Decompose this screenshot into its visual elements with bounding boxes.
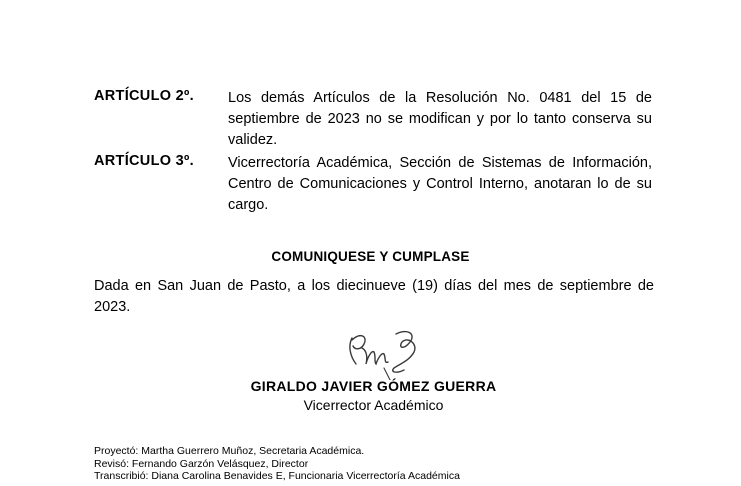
credit-line: Proyectó: Martha Guerrero Muñoz, Secretaria Académica. — [94, 445, 365, 457]
article-2-label: ARTÍCULO 2º. — [94, 88, 194, 104]
article-3-text: Vicerrectoría Académica, Sección de Sistemas de Información, Centro de Comunicaciones y Control Interno, anotaran lo de su cargo. — [228, 155, 652, 213]
signer-name: GIRALDO JAVIER GÓMEZ GUERRA — [250, 378, 497, 394]
credit-line: Transcribió: Diana Carolina Benavides E, Funcionaria Vicerrectoría Académica — [94, 470, 460, 482]
signer-title: Vicerrector Académico — [303, 397, 444, 413]
closing-heading: COMUNIQUESE Y CUMPLASE — [271, 249, 470, 264]
credits-block — [94, 445, 460, 483]
article-2-text: Los demás Artículos de la Resolución No. 0481 del 15 de septiembre de 2023 no se modifican y por lo tanto conserva su validez. — [228, 90, 652, 148]
article-3-label: ARTÍCULO 3º. — [94, 153, 194, 169]
handwritten-signature — [338, 320, 428, 380]
closing-statement: Dada en San Juan de Pasto, a los diecinueve (19) días del mes de septiembre de 2023. — [94, 278, 654, 315]
credit-line: Revisó: Fernando Garzón Velásquez, Director — [94, 457, 309, 470]
